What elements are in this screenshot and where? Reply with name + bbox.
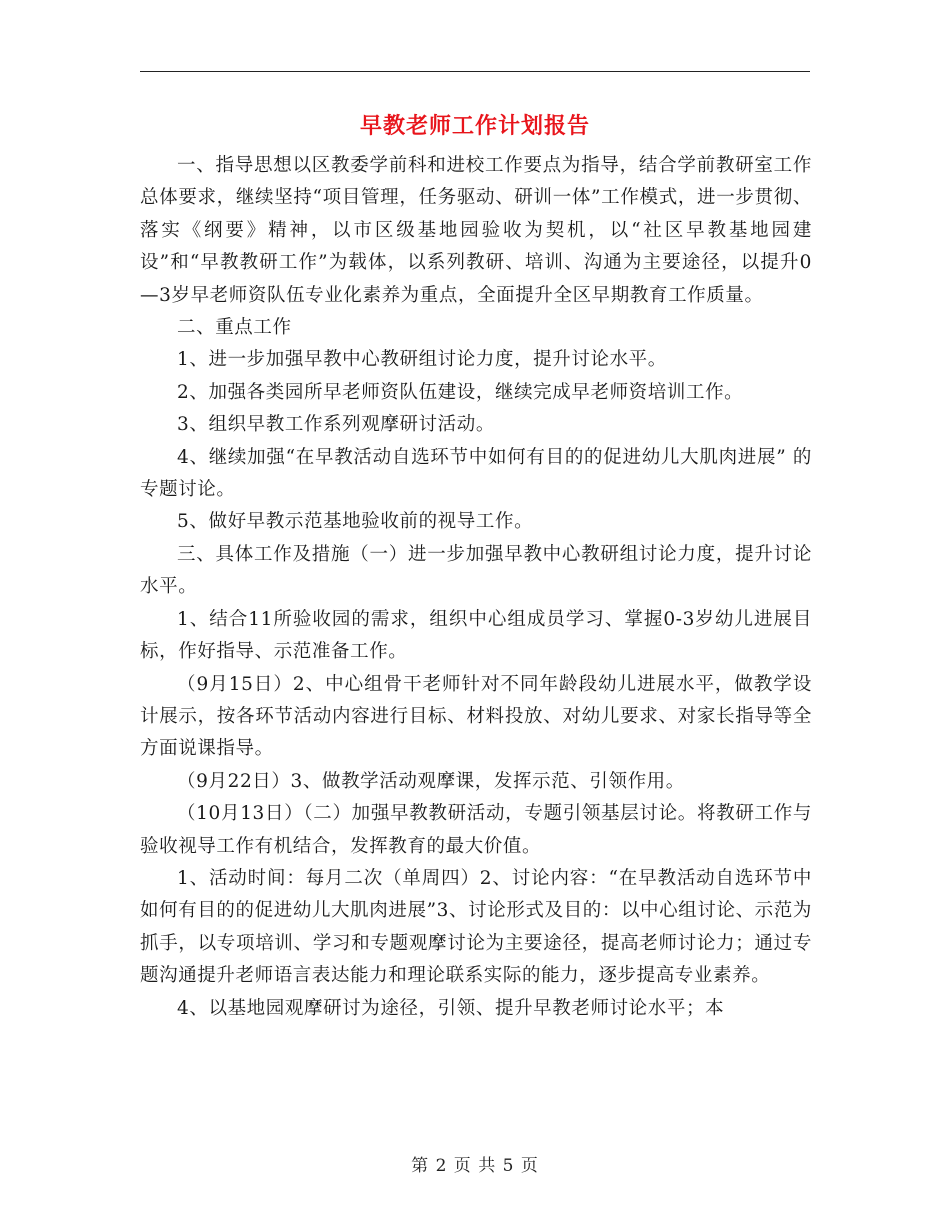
paragraph-key-work-heading: 二、重点工作 — [177, 317, 292, 339]
header-rule — [140, 71, 810, 72]
paragraph-measure-1: 1、结合11所验收园的需求，组织中心组成员学习、掌握0-3岁幼儿进展目标，作好指导、示范准备工作。 — [140, 608, 812, 663]
paragraph-observation: 4、以基地园观摩研讨为途径，引领、提升早教老师讨论水平；本 — [177, 997, 725, 1019]
page-number-footer: 第 2 页 共 5 页 — [411, 1156, 539, 1176]
paragraph-measure-3: （9月22日）3、做教学活动观摩课，发挥示范、引领作用。 — [177, 770, 685, 792]
paragraph-activity-details: 1、活动时间：每月二次（单周四）2、讨论内容：“在早教活动自选环节中如何有目的的促进幼儿大肌肉进展”3、讨论形式及目的：以中心组讨论、示范为抓手，以专项培训、学习和专题观摩讨论为主要途径，提高老师讨论力；通过专题沟通提升老师语言表达能力和理论联系实际的能力，逐步提高专业素养。 — [140, 867, 812, 987]
paragraph-key-work-5: 5、做好早教示范基地验收前的视导工作。 — [177, 511, 534, 533]
paragraph-key-work-4: 4、继续加强“在早教活动自选环节中如何有目的的促进幼儿大肌肉进展” 的专题讨论。 — [140, 446, 812, 501]
paragraph-guiding-thought: 一、指导思想以区教委学前科和进校工作要点为指导，结合学前教研室工作总体要求，继续坚持“项目管理，任务驱动、研训一体”工作模式，进一步贯彻、落实《纲要》精神，以市区级基地园验收为契机，以“社区早教基地园建设”和“早教教研工作”为载体，以系列教研、培训、沟通为主要途径，以提升0—3岁早老师资队伍专业化素养为重点，全面提升全区早期教育工作质量。 — [140, 155, 812, 306]
document-title: 早教老师工作计划报告 — [359, 113, 590, 139]
document-body — [140, 150, 812, 1025]
paragraph-measure-2: （9月15日）2、中心组骨干老师针对不同年龄段幼儿进展水平，做教学设计展示，按各环节活动内容进行目标、材料投放、对幼儿要求、对家长指导等全方面说课指导。 — [140, 673, 812, 760]
paragraph-key-work-2: 2、加强各类园所早老师资队伍建设，继续完成早老师资培训工作。 — [177, 381, 744, 403]
paragraph-key-work-1: 1、进一步加强早教中心教研组讨论力度，提升讨论水平。 — [177, 349, 667, 371]
paragraph-key-work-3: 3、组织早教工作系列观摩研讨活动。 — [177, 414, 495, 436]
paragraph-measures-heading: 三、具体工作及措施（一）进一步加强早教中心教研组讨论力度，提升讨论水平。 — [140, 543, 812, 598]
paragraph-research-activity: （10月13日）（二）加强早教教研活动，专题引领基层讨论。将教研工作与验收视导工作有机结合，发挥教育的最大价值。 — [140, 803, 812, 857]
